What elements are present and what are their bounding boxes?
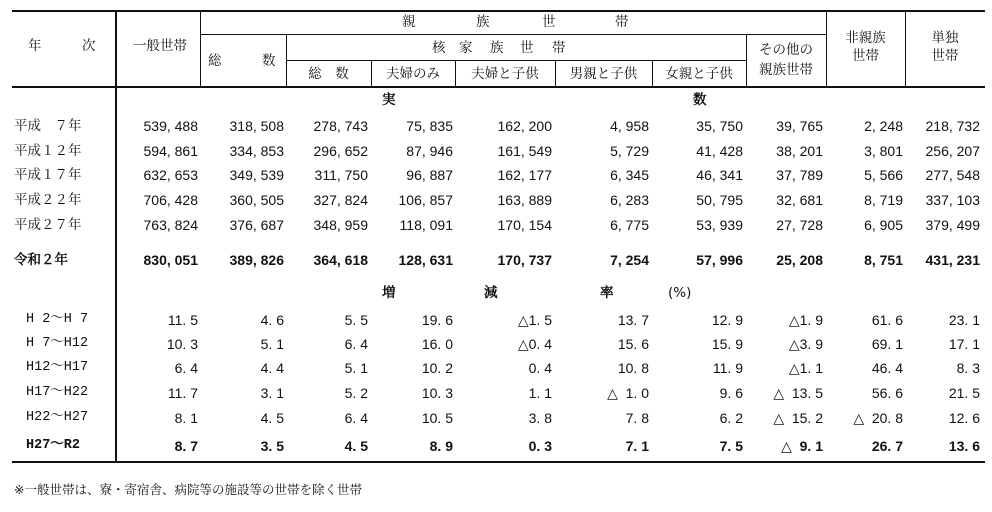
table-cell: 337, 103 [925,192,980,208]
table-cell: 10. 3 [421,385,453,401]
table-cell: △1. 1 [788,360,823,376]
table-cell: 170, 154 [497,217,552,233]
header-nuclear: 核 [432,40,446,56]
table-cell: 3. 5 [260,438,284,454]
table-cell: 8. 3 [956,360,980,376]
header-couple-children: 夫婦と子供 [471,66,539,82]
header-father-children: 男親と子供 [569,66,638,82]
table-cell: 10. 8 [617,360,649,376]
table-cell: 46, 341 [696,167,743,183]
row-label: H27～R2 [26,438,81,453]
table-cell: 318, 508 [229,118,284,134]
table-cell: △ 15. 2 [773,410,823,426]
header-non-kin: 世帯 [852,48,879,64]
table-cell: 27, 728 [776,217,823,233]
row-label: H12～H17 [26,360,89,375]
table-cell: 57, 996 [696,252,743,268]
table-cell: 39, 765 [776,118,823,134]
table-cell: 13. 7 [617,312,649,328]
table-cell: 311, 750 [314,167,368,183]
table-cell: 6, 345 [610,167,649,183]
row-label: 平成２７年 [14,217,82,233]
section-rate-label: 増 [382,285,396,301]
table-cell: 25, 208 [776,252,823,268]
table-cell: 7. 1 [625,438,649,454]
rule-kin-bottom [200,34,826,35]
table-cell: 87, 946 [406,143,453,159]
header-mother-children: 女親と子供 [665,66,733,82]
header-year: 次 [82,38,96,54]
table-cell: 5. 1 [344,360,368,376]
table-cell: 7. 8 [625,410,649,426]
table-cell: 96, 887 [406,167,453,183]
row-label: H 2～H 7 [26,312,89,327]
table-cell: 2, 248 [864,118,903,134]
header-other-kin: その他の [759,42,813,58]
table-cell: 364, 618 [313,252,368,268]
table-cell: 11. 9 [712,360,743,376]
table-cell: 17. 1 [948,336,980,352]
row-label: H22～H27 [26,410,89,425]
header-nuclear: 族 [490,40,504,56]
table-cell: 6, 775 [610,217,649,233]
table-cell: 431, 231 [925,252,980,268]
table-cell: △0. 4 [517,336,552,352]
table-cell: 5. 2 [344,385,368,401]
table-cell: 218, 732 [925,118,980,134]
header-nuclear: 世 [520,40,534,56]
table-cell: 15. 9 [711,336,743,352]
table-cell: 6. 4 [174,360,198,376]
table-cell: 4. 6 [260,312,284,328]
section-actual-label: 実 [382,92,396,108]
table-cell: 13. 6 [948,438,980,454]
header-couple-only: 夫婦のみ [386,66,440,82]
table-cell: 1. 1 [528,385,552,401]
table-cell: 15. 6 [617,336,649,352]
table-cell: 69. 1 [871,336,903,352]
table-cell: 21. 5 [948,385,980,401]
table-cell: 128, 631 [398,252,453,268]
table-cell: 75, 835 [406,118,453,134]
table-cell: 5. 1 [260,336,284,352]
table-cell: 296, 652 [313,143,368,159]
table-bottom-rule [12,461,985,463]
table-cell: 706, 428 [143,192,198,208]
table-cell: 162, 200 [497,118,552,134]
table-cell: △ 9. 1 [781,438,823,454]
table-cell: 360, 505 [229,192,284,208]
table-cell: 6. 2 [719,410,743,426]
table-cell: 170, 737 [497,252,552,268]
header-year: 年 [28,38,42,54]
table-cell: 348, 959 [313,217,368,233]
table-cell: 106, 857 [398,192,453,208]
table-cell: 8, 719 [864,192,903,208]
table-cell: 5. 5 [344,312,368,328]
table-cell: 6. 4 [344,410,368,426]
table-cell: 61. 6 [871,312,903,328]
table-cell: △3. 9 [788,336,823,352]
row-label: H17～H22 [26,385,89,400]
rule-nuclear-bottom [286,60,746,61]
section-actual-label: 数 [693,92,707,108]
table-cell: 376, 687 [229,217,284,233]
header-bottom-rule [12,86,985,88]
header-nuclear-total: 総 数 [308,66,349,82]
table-cell: 23. 1 [948,312,980,328]
table-cell: △ 13. 5 [773,385,823,401]
row-label: 令和２年 [14,252,68,268]
header-nuclear: 帯 [552,40,566,56]
row-label: 平成１７年 [14,167,82,183]
header-other-kin: 親族世帯 [759,62,813,78]
table-cell: 763, 824 [143,217,198,233]
table-cell: 38, 201 [776,143,823,159]
table-cell: 11. 5 [167,312,198,328]
table-cell: 830, 051 [143,252,198,268]
row-label: 平成 ７年 [14,118,82,134]
header-kin: 族 [476,14,490,30]
table-cell: 4. 5 [260,410,284,426]
table-cell: 6, 283 [610,192,649,208]
table-cell: 6, 905 [864,217,903,233]
row-label: H 7～H12 [26,336,89,351]
table-cell: △1. 9 [788,312,823,328]
header-kin: 帯 [615,14,629,30]
table-cell: 6. 4 [344,336,368,352]
divider [200,10,201,87]
header-non-kin: 非親族 [845,30,886,46]
table-cell: 632, 653 [143,167,198,183]
table-cell: △ 20. 8 [853,410,903,426]
table-cell: 16. 0 [421,336,453,352]
table-cell: △1. 5 [517,312,552,328]
header-kin: 親 [402,14,416,30]
table-cell: 163, 889 [497,192,552,208]
table-cell: 3. 8 [528,410,552,426]
table-cell: 41, 428 [696,143,743,159]
table-cell: 9. 6 [719,385,743,401]
table-cell: 4, 958 [610,118,649,134]
table-cell: 11. 7 [167,385,198,401]
section-rate-label: (%) [668,285,692,301]
table-cell: 50, 795 [696,192,743,208]
table-cell: 5, 729 [610,143,649,159]
table-cell: 26. 7 [871,438,903,454]
table-cell: 56. 6 [871,385,903,401]
table-cell: 8. 1 [174,410,198,426]
header-single: 単独 [931,30,959,46]
header-kin: 世 [542,14,556,30]
table-cell: 0. 3 [528,438,552,454]
table-cell: 161, 549 [497,143,552,159]
table-cell: 8. 7 [174,438,198,454]
table-cell: 12. 9 [711,312,743,328]
table-cell: 278, 743 [313,118,368,134]
table-cell: 4. 4 [260,360,284,376]
table-cell: 37, 789 [776,167,823,183]
table-cell: 256, 207 [925,143,980,159]
footnote: ※一般世帯は、寮・寄宿舎、病院等の施設等の世帯を除く世帯 [14,482,362,497]
table-cell: 46. 4 [871,360,903,376]
header-kin-total: 総 [208,53,222,69]
table-cell: 539, 488 [143,118,198,134]
table-cell: 10. 2 [421,360,453,376]
section-rate-label: 減 [484,285,498,301]
table-cell: 32, 681 [776,192,823,208]
table-cell: 35, 750 [696,118,743,134]
table-cell: 162, 177 [497,167,552,183]
table-cell: 12. 6 [948,410,980,426]
table-cell: △ 1. 0 [607,385,649,401]
section-rate-label: 率 [600,285,614,301]
table-cell: 8. 9 [429,438,453,454]
row-label: 平成１２年 [14,143,82,159]
header-single: 世帯 [931,48,959,64]
table-cell: 10. 3 [166,336,198,352]
table-cell: 349, 539 [229,167,284,183]
header-kin-total: 数 [262,53,276,69]
table-cell: 389, 826 [229,252,284,268]
table-cell: 7, 254 [610,252,649,268]
table-cell: 7. 5 [719,438,743,454]
table-cell: 4. 5 [344,438,368,454]
header-general-households: 一般世帯 [133,38,187,54]
table-cell: 3, 801 [864,143,903,159]
table-cell: 3. 1 [260,385,284,401]
table-cell: 334, 853 [229,143,284,159]
table-cell: 0. 4 [528,360,552,376]
table-cell: 118, 091 [399,217,453,233]
row-label: 平成２２年 [14,192,82,208]
table-cell: 594, 861 [143,143,198,159]
table-cell: 8, 751 [864,252,903,268]
table-cell: 379, 499 [925,217,980,233]
table-cell: 327, 824 [313,192,368,208]
table-cell: 5, 566 [864,167,903,183]
table-top-rule [12,10,985,12]
table-cell: 53, 939 [696,217,743,233]
header-nuclear: 家 [459,40,473,56]
table-cell: 10. 5 [421,410,453,426]
table-cell: 19. 6 [421,312,453,328]
table-cell: 277, 548 [925,167,980,183]
